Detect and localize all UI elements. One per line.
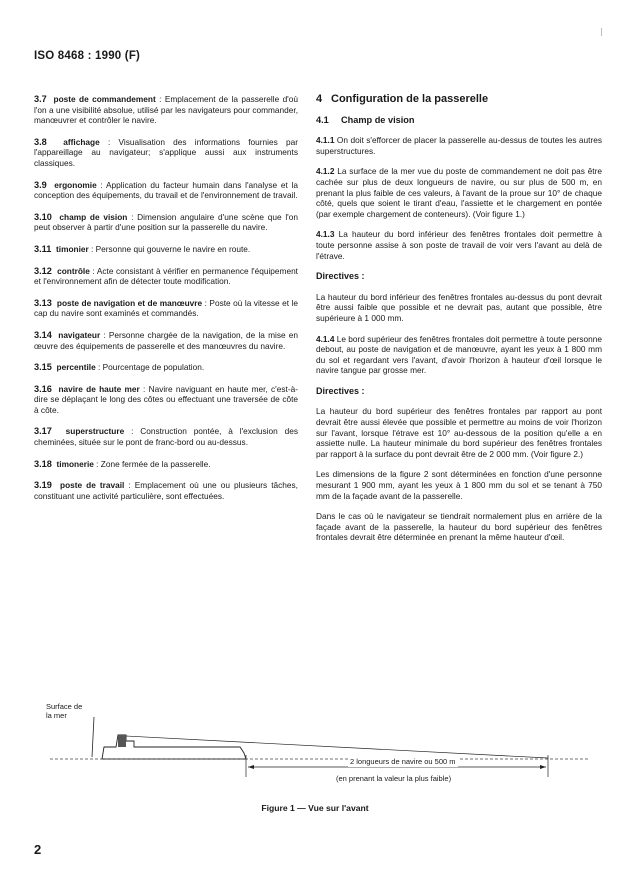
figure-1-drawing bbox=[30, 695, 600, 795]
definition-text: : Zone fermée de la passerelle. bbox=[93, 458, 211, 469]
directives-text: Les dimensions de la figure 2 sont déterminées en fonction d'une personne mesurant 1 900 mm, ayant les yeux à 1 800 mm du sol et se tenant à 750 mm de la façade avant de la passerelle. bbox=[316, 469, 602, 501]
definition-text: : Navire naviguant en haute mer, c'est-à-dire se déplaçant le long des côtes ou effectuant une traversée de côte à côte. bbox=[34, 383, 298, 415]
definition-3-11 bbox=[34, 244, 298, 255]
sea-surface-label-line2: la mer bbox=[46, 710, 67, 720]
definition-term: timonier bbox=[56, 243, 89, 254]
subsection-title bbox=[316, 115, 602, 126]
directives-text: La hauteur du bord inférieur des fenêtres frontales au-dessus du pont devrait être aussi faible que possible et ne devrait pas, autant que possible, être supérieure à 1 000 mm. bbox=[316, 291, 602, 323]
definition-term: poste de navigation et de manœuvre bbox=[56, 297, 203, 308]
definitions-column bbox=[34, 94, 298, 512]
directives-text: La hauteur du bord supérieur des fenêtres frontales par rapport au pont devrait être aussi élevée que possible et permettre au moins de voir l'horizon sur l'avant, lorsque l'étrave est 10° au-dessous de la position qu'elle a en assiette nulle. La hauteur minimale du bord supérieur des fenêtres frontales par rapport à la surface du pont devrait être de 2 000 mm. (Voir figure 2.) bbox=[316, 406, 602, 459]
definition-3-18 bbox=[34, 459, 298, 470]
definition-number: 3.12 bbox=[34, 265, 52, 276]
definition-term: champ de vision bbox=[59, 211, 128, 222]
definition-number: 3.17 bbox=[34, 426, 52, 437]
paragraph-4-1-2 bbox=[316, 166, 602, 219]
definition-text: : Acte consistant à vérifier en permanence l'équipement et l'environnement afin de détecter toute modification. bbox=[34, 265, 298, 287]
definition-text: : Emplacement où une ou plusieurs tâches, constituant une activité particulière, sont effectuées. bbox=[34, 480, 298, 501]
definition-text: : Emplacement de la passerelle d'où l'on a une visibilité absolue, utilisé par les navigateurs pour commander, manœuvrer et contrôler le navire. bbox=[34, 94, 298, 126]
subsection-title-text: Champ de vision bbox=[341, 114, 415, 125]
definition-3-7 bbox=[34, 94, 298, 126]
definition-term: percentile bbox=[56, 362, 96, 373]
section-title bbox=[316, 94, 602, 105]
figure-caption: Figure 1 — Vue sur l'avant bbox=[261, 803, 369, 813]
paragraph-number: 4.1.3 bbox=[316, 229, 335, 240]
definition-text: : Dimension angulaire d'une scène que l'on peut observer à partir d'une position sur la passerelle du navire. bbox=[34, 211, 298, 233]
definition-3-9 bbox=[34, 180, 298, 201]
definition-3-8 bbox=[34, 137, 298, 169]
definition-number: 3.8 bbox=[34, 136, 47, 147]
definition-3-17 bbox=[34, 426, 298, 447]
paragraph-text: On doit s'efforcer de placer la passerelle au-dessus de toutes les autres superstructures. bbox=[316, 135, 602, 156]
dimension-label: 2 longueurs de navire ou 500 m bbox=[350, 757, 456, 766]
definition-term: timonerie bbox=[56, 458, 94, 469]
definition-3-19 bbox=[34, 480, 298, 501]
definition-text: : Personne qui gouverne le navire en route. bbox=[88, 243, 251, 254]
definition-number: 3.7 bbox=[34, 94, 47, 104]
paragraph-number: 4.1.2 bbox=[316, 166, 335, 177]
paragraph-number: 4.1.1 bbox=[316, 135, 335, 146]
dimension-arrowhead-left bbox=[248, 765, 254, 769]
definition-3-10 bbox=[34, 212, 298, 233]
definition-term: navigateur bbox=[58, 329, 101, 340]
definition-text: : Application du facteur humain dans l'analyse et la conception des équipements, du travail et de l'environnement de travail. bbox=[34, 179, 298, 201]
sea-surface-label bbox=[46, 703, 82, 720]
definition-3-14 bbox=[34, 330, 298, 351]
paragraph-text: La hauteur du bord inférieur des fenêtres frontales doit permettre à toute personne assise à son poste de travail de voir vers l'avant au delà de l'étrave. bbox=[316, 229, 602, 261]
edge-mark bbox=[601, 28, 602, 36]
definition-number: 3.10 bbox=[34, 211, 52, 222]
definition-number: 3.16 bbox=[34, 383, 52, 394]
label-leader-line bbox=[92, 717, 94, 757]
definition-term: ergonomie bbox=[54, 179, 97, 190]
definition-text: : Pourcentage de population. bbox=[95, 362, 205, 373]
definition-term: poste de travail bbox=[60, 480, 125, 491]
definition-text: : Personne chargée de la navigation, de la mise en œuvre des équipements de passerelle et des manœuvres du navire. bbox=[34, 329, 298, 351]
subsection-number: 4.1 bbox=[316, 114, 329, 125]
dimension-note: (en prenant la valeur la plus faible) bbox=[336, 774, 452, 783]
section-title-text: Configuration de la passerelle bbox=[331, 93, 489, 105]
definition-term: superstructure bbox=[65, 426, 125, 437]
paragraph-text: La surface de la mer vue du poste de commandement ne doit pas être cachée sur plus de deux longueurs de navire, ou sur plus de 500 m, en prenant la plus faible de ces valeurs, à l'avant de la proue sur 10° de chaque côté, quels que soient le tirant d'eau, l'assiette et le chargement en pontée (par exemple chargement de conteneurs). (Voir figure 1.) bbox=[316, 166, 602, 219]
definition-number: 3.18 bbox=[34, 458, 52, 469]
paragraph-number: 4.1.4 bbox=[316, 333, 335, 344]
paragraph-text: Le bord supérieur des fenêtres frontales doit permettre à toute personne debout, au poste de navigation et de manœuvre, ayant les yeux à 1 800 mm du sol et regardant vers l'avant, d'avoir l'horizon à hauteur d'œil lorsque le navire tangue par grosse mer. bbox=[316, 333, 602, 376]
section-number: 4 bbox=[316, 93, 323, 105]
definition-term: navire de haute mer bbox=[58, 383, 140, 394]
definition-text: : Construction pontée, à l'exclusion des cheminées, située sur le pont de franc-bord ou au-dessus. bbox=[34, 426, 298, 448]
sea-surface-label-line1: Surface de bbox=[46, 702, 83, 711]
definition-number: 3.11 bbox=[34, 243, 52, 254]
definitions-list bbox=[34, 94, 298, 501]
definition-term: poste de commandement bbox=[53, 94, 156, 104]
definition-3-16 bbox=[34, 384, 298, 416]
definition-text: : Visualisation des informations fournies par l'appareillage au navigateur; s'applique aussi aux instruments classiques. bbox=[34, 136, 298, 168]
definition-term: affichage bbox=[63, 136, 100, 147]
directives-text: Dans le cas où le navigateur se tiendrait normalement plus en arrière de la façade avant de la passerelle, la hauteur du bord supérieur des fenêtres frontales devrait être déterminée en prenant la même hauteur d'œil. bbox=[316, 511, 602, 543]
definition-term: contrôle bbox=[57, 265, 90, 276]
directives-heading: Directives : bbox=[316, 385, 365, 396]
definition-number: 3.9 bbox=[34, 179, 47, 190]
definition-3-13 bbox=[34, 298, 298, 319]
section-4-column bbox=[316, 94, 602, 553]
definition-number: 3.15 bbox=[34, 362, 52, 373]
paragraph-4-1-3 bbox=[316, 229, 602, 261]
definition-3-15 bbox=[34, 362, 298, 373]
dimension-arrowhead-right bbox=[540, 765, 546, 769]
definition-number: 3.19 bbox=[34, 480, 52, 491]
definition-text: : Poste où la vitesse et le cap du navire sont examinés et commandés. bbox=[34, 297, 298, 319]
definition-number: 3.13 bbox=[34, 297, 52, 308]
definition-3-12 bbox=[34, 266, 298, 287]
page-number: 2 bbox=[34, 842, 42, 857]
directives-heading: Directives : bbox=[316, 271, 365, 282]
bridge-block bbox=[118, 735, 126, 747]
figure-1 bbox=[30, 695, 600, 795]
paragraph-4-1-4 bbox=[316, 334, 602, 376]
definition-number: 3.14 bbox=[34, 329, 52, 340]
document-header: ISO 8468 : 1990 (F) bbox=[34, 50, 141, 62]
paragraph-4-1-1 bbox=[316, 135, 602, 156]
